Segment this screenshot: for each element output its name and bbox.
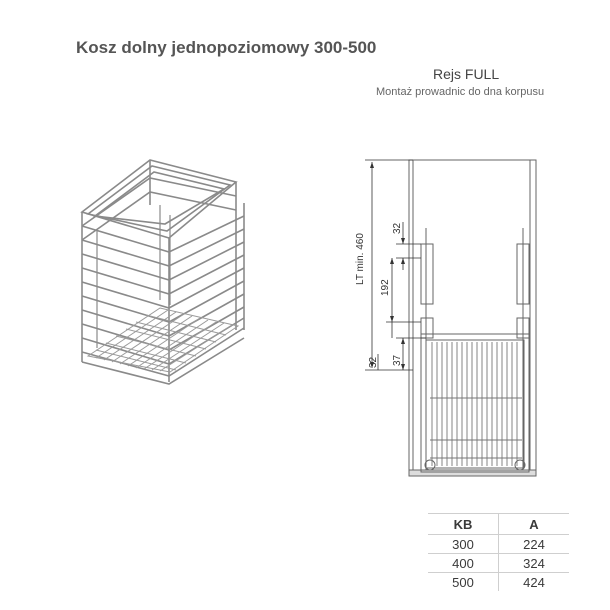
header-kb: KB (428, 514, 499, 535)
kb-value: 500 (428, 573, 499, 592)
header-a: A (499, 514, 570, 535)
table-row (428, 554, 569, 573)
a-value: 224 (499, 535, 570, 554)
kb-value: 300 (428, 535, 499, 554)
page-title: Kosz dolny jednopoziomowy 300-500 (76, 38, 377, 57)
table-row (428, 535, 569, 554)
a-value: 324 (499, 554, 570, 573)
dim-bottom-left: 32 (368, 356, 379, 368)
dim-lt-min: LT min. 460 (355, 233, 366, 285)
dim-top: 32 (392, 222, 403, 234)
dim-middle: 192 (380, 279, 391, 296)
product-name: Rejs FULL (433, 66, 500, 82)
dim-bottom-right: 37 (392, 354, 403, 366)
size-table (428, 513, 569, 591)
mounting-note: Montaż prowadnic do dna korpusu (376, 86, 545, 98)
table-row (428, 573, 569, 592)
a-value: 424 (523, 574, 545, 590)
kb-value: 400 (428, 554, 499, 573)
